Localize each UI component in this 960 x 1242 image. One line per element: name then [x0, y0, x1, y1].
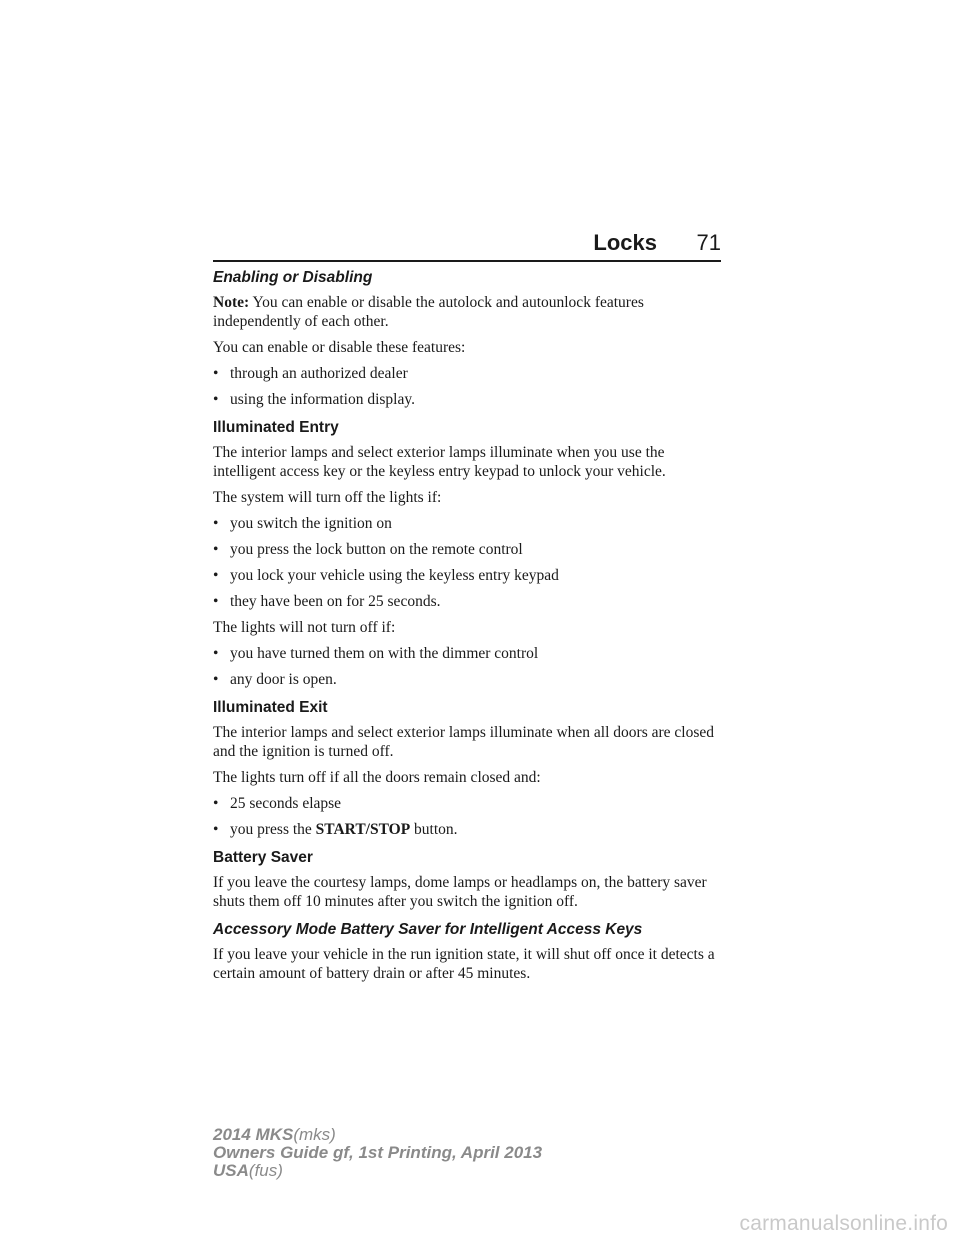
list-item: • you press the START/STOP button. — [213, 821, 458, 838]
bullet-icon: • — [213, 541, 219, 558]
list-item: • you press the lock button on the remote control — [213, 541, 523, 558]
footer-line-3: USA(fus) — [213, 1161, 283, 1180]
bullet-icon: • — [213, 821, 219, 838]
bullet-icon: • — [213, 515, 219, 532]
bullet-icon: • — [213, 795, 219, 812]
bullet-icon: • — [213, 593, 219, 610]
page-footer — [213, 1126, 542, 1180]
bullet-icon: • — [213, 567, 219, 584]
footer-line-1: 2014 MKS(mks) — [213, 1125, 336, 1144]
list-item: • they have been on for 25 seconds. — [213, 593, 441, 610]
heading-battery-saver: Battery Saver — [213, 849, 313, 866]
note-text: You can enable or disable the autolock and autounlock features independently of each other. — [213, 294, 644, 330]
heading-accessory-mode: Accessory Mode Battery Saver for Intelligent Access Keys — [213, 921, 643, 938]
list-item: • you lock your vehicle using the keyless entry keypad — [213, 567, 559, 584]
heading-enabling: Enabling or Disabling — [213, 269, 373, 286]
bullet-icon: • — [213, 391, 219, 408]
footer-line-2: Owners Guide gf, 1st Printing, April 2013 — [213, 1143, 543, 1162]
heading-illuminated-exit: Illuminated Exit — [213, 699, 328, 716]
list-item: • 25 seconds elapse — [213, 795, 342, 812]
bullet-icon: • — [213, 645, 219, 662]
bullet-icon: • — [213, 365, 219, 382]
accessory-mode-paragraph: If you leave your vehicle in the run ignition state, it will shut off once it detects a certain amount of battery drain or after 45 minutes. — [213, 946, 715, 982]
heading-illuminated-entry: Illuminated Entry — [213, 419, 339, 436]
enabling-intro: You can enable or disable these features: — [213, 339, 466, 356]
list-item: • you have turned them on with the dimmer control — [213, 645, 539, 662]
exit-paragraph-1: The interior lamps and select exterior lamps illuminate when all doors are closed and the ignition is turned off. — [213, 724, 715, 760]
watermark: carmanualsonline.info — [739, 1212, 948, 1235]
page-header — [213, 226, 721, 262]
note-label: Note: — [213, 294, 250, 311]
bullet-icon: • — [213, 671, 219, 688]
start-stop-label: START/STOP — [315, 821, 411, 838]
list-item: • through an authorized dealer — [213, 365, 408, 382]
entry-paragraph-2: The system will turn off the lights if: — [213, 489, 442, 506]
section-title: Locks — [593, 230, 657, 255]
entry-paragraph-3: The lights will not turn off if: — [213, 619, 396, 636]
entry-paragraph-1: The interior lamps and select exterior lamps illuminate when you use the intelligent access key or the keyless entry keypad to unlock your vehicle. — [213, 444, 666, 480]
list-item: • using the information display. — [213, 391, 415, 408]
note-paragraph — [213, 293, 725, 331]
page-number: 71 — [696, 230, 721, 255]
list-item: • any door is open. — [213, 671, 337, 688]
exit-paragraph-2: The lights turn off if all the doors remain closed and: — [213, 769, 541, 786]
list-item: • you switch the ignition on — [213, 515, 392, 532]
battery-saver-paragraph: If you leave the courtesy lamps, dome lamps or headlamps on, the battery saver shuts them off 10 minutes after you switch the ignition off. — [213, 874, 707, 910]
page-content — [213, 268, 725, 990]
